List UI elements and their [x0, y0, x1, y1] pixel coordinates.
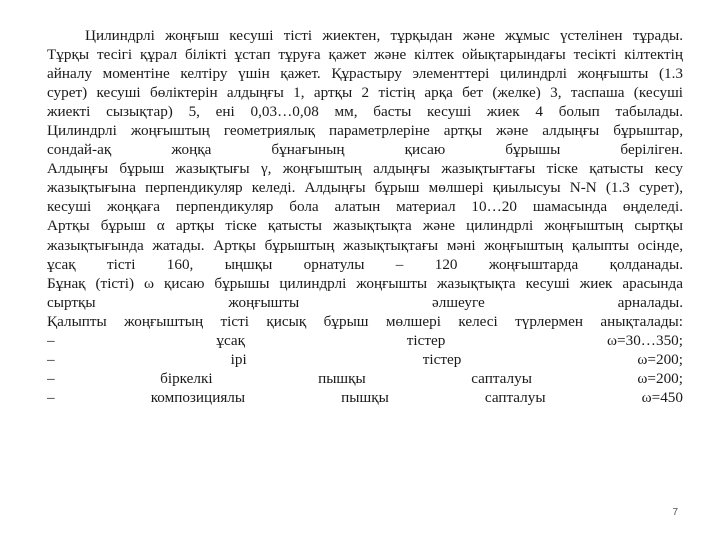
text-line: Цилиндрлі жоңғыштың геометриялық параметрлеріне артқы және алдыңғы бұрыштар, — [47, 122, 683, 140]
text-line: Бұнақ (тісті) ω қисаю бұрышы цилиндрлі жоңғышты жазықтықта кесуші жиек арасында — [47, 274, 683, 292]
text-line: жазықтығында жатады. Артқы бұрыштың жазықтықтағы мәні жоңғыштың қалыпты осінде, — [47, 236, 683, 254]
list-item: – ұсақ тістер ω=30…350; — [47, 331, 683, 349]
text-line: айналу моментіне келтіру үшін қажет. Құрастыру элементтері цилиндрлі жоңғышты (1.3 — [47, 65, 683, 83]
text-line: Алдыңғы бұрыш жазықтығы γ, жоңғыштың алдыңғы жазықтығтағы тіске қатысты кесу — [47, 160, 683, 178]
text-line: сондай-ақ жоңқа бұнағының қисаю бұрышы беріліген. — [47, 141, 683, 159]
page-number: 7 — [672, 507, 678, 518]
text-line: Артқы бұрыш α артқы тіске қатысты жазықтықта және цилиндрлі жоңғыштың сыртқы — [47, 217, 683, 235]
list-item: – ірі тістер ω=200; — [47, 350, 683, 368]
text-line: кесуші жоңқаға перпендикуляр бола алатын материал 10…20 шамасында өңделеді. — [47, 198, 683, 216]
text-line: жазықтығына перпендикуляр келеді. Алдыңғы бұрыш мөлшері қиылысуы N-N (1.3 сурет), — [47, 179, 683, 197]
text-line: Қалыпты жоңғыштың тісті қисық бұрыш мөлшері келесі түрлермен анықталады: — [47, 312, 683, 330]
text-line: жиекті сызықтар) 5, ені 0,03…0,08 мм, басты кесуші жиек 4 болып табылады. — [47, 103, 683, 121]
document-body — [47, 26, 683, 407]
text-line: сурет) кесуші бөліктерін алдыңғы 1, артқы 2 тістің арқа бет (желке) 3, таспаша (кесуші — [47, 84, 683, 102]
text-line: сыртқы жоңғышты әлшеуге арналады. — [47, 293, 683, 311]
text-line: Тұрқы тесігі құрал білікті ұстап тұруға қажет және кілтек ойықтарындағы тесікті кілтектің — [47, 46, 683, 64]
text-line: ұсақ тісті 160, ыңшқы орнатулы – 120 жоңғыштарда қолданады. — [47, 255, 683, 273]
list-item: – композициялы пышқы сапталуы ω=450 — [47, 388, 683, 406]
text-line: Цилиндрлі жоңғыш кесуші тісті жиектен, тұрқыдан және жұмыс үстелінен тұрады. — [85, 27, 683, 44]
list-item: – біркелкі пышқы сапталуы ω=200; — [47, 369, 683, 387]
